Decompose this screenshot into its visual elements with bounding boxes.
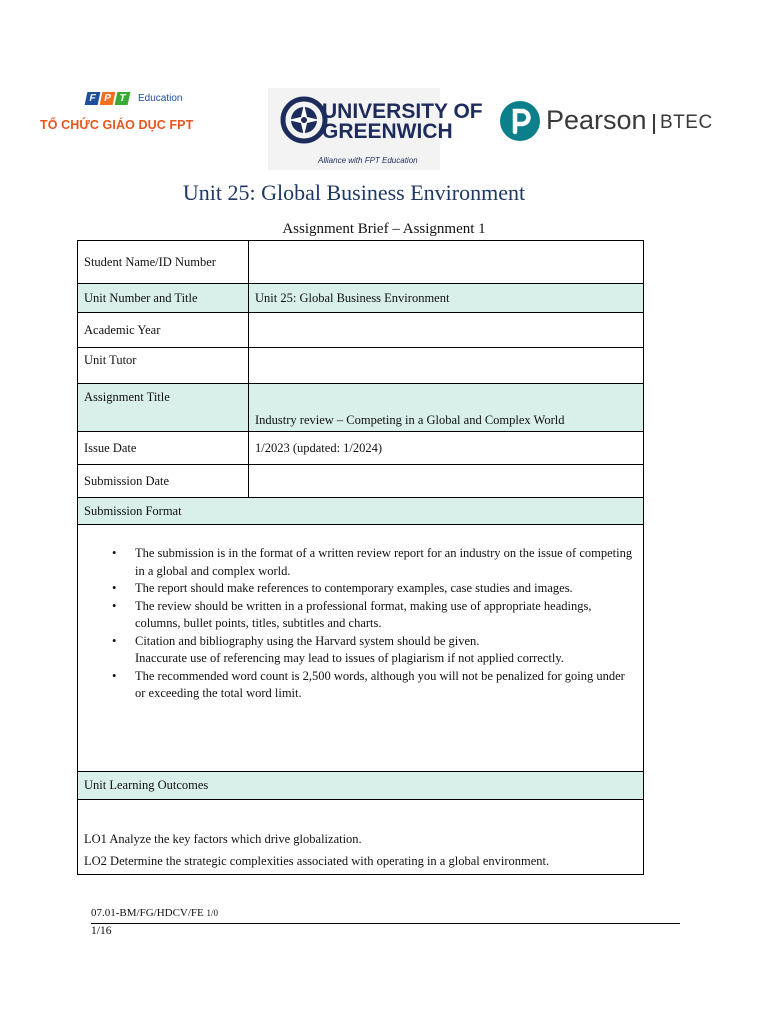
row-learning-outcomes-header	[78, 772, 644, 800]
learning-outcomes-header: Unit Learning Outcomes	[78, 772, 644, 800]
page-number: 1/16	[91, 925, 112, 937]
assignment-title-value: Industry review – Competing in a Global and Complex World	[249, 384, 644, 432]
row-academic-year	[78, 313, 644, 348]
submission-date-label: Submission Date	[78, 465, 249, 498]
unit-tutor-label: Unit Tutor	[78, 348, 249, 384]
footer-form-code: 07.01-BM/FG/HDCV/FE 1/0	[91, 907, 219, 919]
document-title: Unit 25: Global Business Environment	[182, 180, 526, 205]
submission-format-list	[84, 545, 637, 650]
assignment-brief-table	[77, 240, 644, 875]
submission-format-body	[78, 525, 644, 772]
row-unit-tutor	[78, 348, 644, 384]
row-submission-date	[78, 465, 644, 498]
unit-number-value: Unit 25: Global Business Environment	[249, 284, 644, 313]
submission-format-list-cont	[84, 668, 637, 703]
pearson-btec-logo	[500, 101, 725, 147]
greenwich-alliance: Alliance with FPT Education	[318, 156, 418, 165]
assignment-brief-subtitle: Assignment Brief – Assignment 1	[282, 221, 486, 237]
fpt-letter-f: F	[85, 92, 101, 105]
unit-tutor-value	[249, 348, 644, 384]
issue-date-label: Issue Date	[78, 432, 249, 465]
fpt-letter-t: T	[115, 92, 131, 105]
row-submission-format-header	[78, 498, 644, 525]
student-name-value	[249, 241, 644, 284]
submission-format-header: Submission Format	[78, 498, 644, 525]
footer-divider	[91, 923, 680, 924]
list-item: • Citation and bibliography using the Harvard system should be given.	[135, 633, 637, 651]
row-student-name	[78, 241, 644, 284]
row-unit-number	[78, 284, 644, 313]
list-item: • The report should make references to contemporary examples, case studies and images.	[135, 580, 637, 598]
pearson-wordmark: Pearson	[546, 105, 647, 135]
fpt-education-text: Education	[138, 93, 183, 104]
list-item: • The submission is in the format of a written review report for an industry on the issue of competing in a global and complex world.	[135, 545, 637, 580]
academic-year-label: Academic Year	[78, 313, 249, 348]
referencing-note: Inaccurate use of referencing may lead to issues of plagiarism if not applied correctly.	[135, 651, 564, 665]
btec-wordmark: BTEC	[660, 112, 713, 133]
fpt-education-logo	[40, 92, 215, 140]
greenwich-compass-icon	[280, 96, 328, 144]
assignment-title-label: Assignment Title	[78, 384, 249, 432]
learning-outcomes-body	[78, 800, 644, 875]
pearson-divider	[653, 114, 655, 134]
row-assignment-title	[78, 384, 644, 432]
academic-year-value	[249, 313, 644, 348]
row-issue-date	[78, 432, 644, 465]
pearson-p-icon	[500, 101, 540, 141]
row-learning-outcomes-body	[78, 800, 644, 875]
fpt-badge	[86, 92, 129, 105]
learning-outcome-lo1: LO1 Analyze the key factors which drive globalization.	[84, 832, 362, 846]
issue-date-value: 1/2023 (updated: 1/2024)	[249, 432, 644, 465]
fpt-letter-p: P	[100, 92, 116, 105]
student-name-label: Student Name/ID Number	[78, 241, 249, 284]
learning-outcome-lo2: LO2 Determine the strategic complexities associated with operating in a global environment.	[84, 854, 550, 868]
fpt-org-name: TỔ CHỨC GIÁO DỤC FPT	[40, 118, 194, 132]
row-submission-format-body	[78, 525, 644, 772]
unit-number-label: Unit Number and Title	[78, 284, 249, 313]
footer-version: 1/0	[206, 908, 219, 918]
list-item: • The review should be written in a professional format, making use of appropriate headings, columns, bullet points, titles, subtitles and charts.	[135, 598, 637, 633]
submission-date-value	[249, 465, 644, 498]
list-item: • The recommended word count is 2,500 words, although you will not be penalized for going under or exceeding the total word limit.	[135, 668, 637, 703]
greenwich-logo	[268, 88, 483, 170]
greenwich-name: UNIVERSITY OF GREENWICH	[322, 100, 483, 143]
